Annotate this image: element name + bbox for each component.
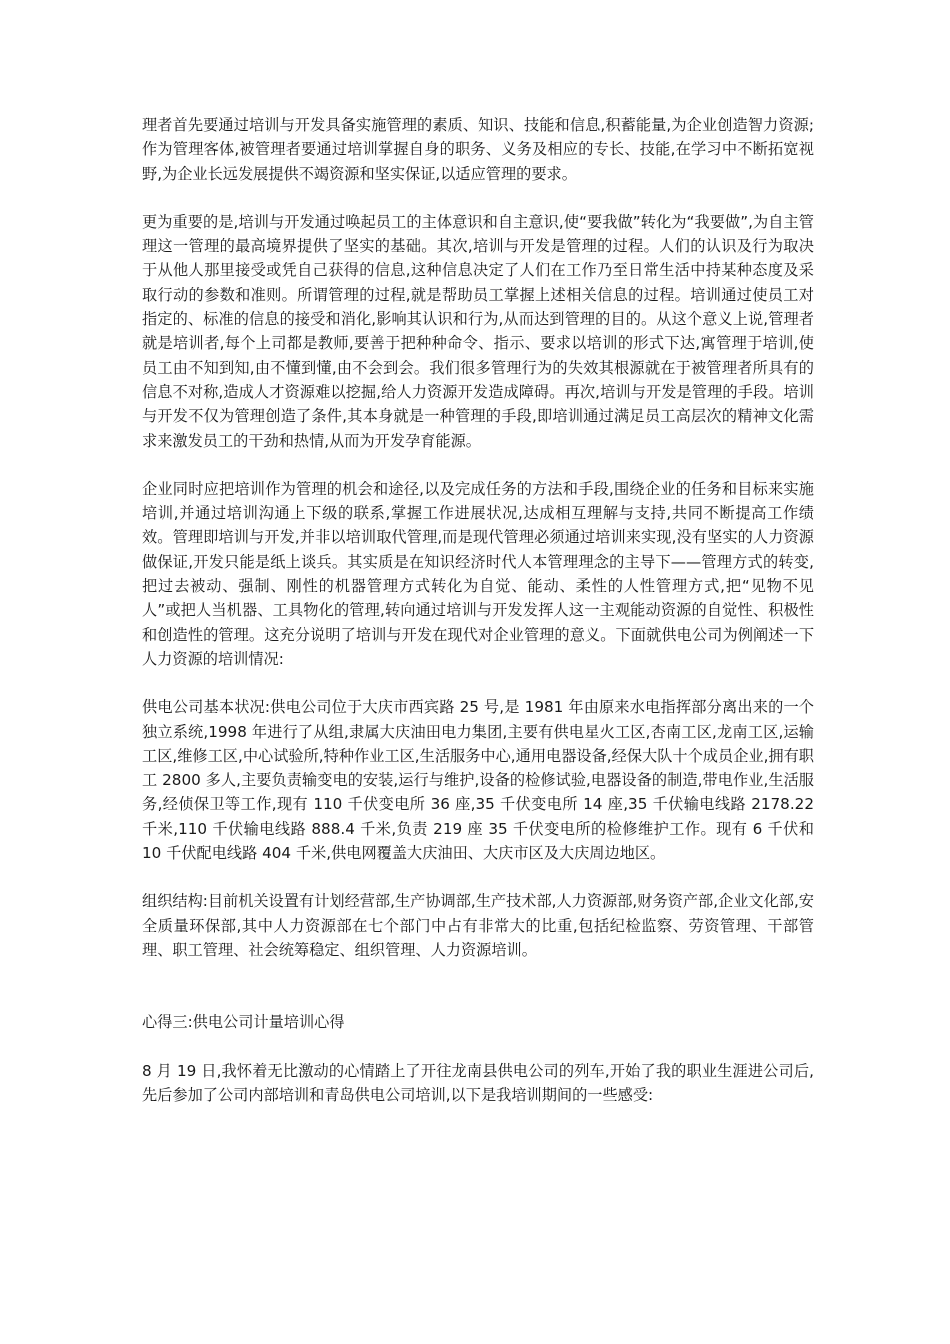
- closing-paragraph: 8 月 19 日,我怀着无比激动的心情踏上了开往龙南县供电公司的列车,开始了我的职业生涯进公司后,先后参加了公司内部培训和青岛供电公司培训,以下是我培训期间的一些感受:: [142, 1061, 814, 1104]
- paragraph-5: 组织结构:目前机关设置有计划经营部,生产协调部,生产技术部,人力资源部,财务资产部,企业文化部,安全质量环保部,其中人力资源部在七个部门中占有非常大的比重,包括纪检监察、劳资管理、干部管理、职工管理、社会统筹稳定、组织管理、人力资源培训。: [142, 892, 814, 959]
- paragraph-2: 更为重要的是,培训与开发通过唤起员工的主体意识和自主意识,使“要我做”转化为“我要做”,为自主管理这一管理的最高境界提供了坚实的基础。其次,培训与开发是管理的过程。人们的认识及行为取决于从他人那里接受或凭自己获得的信息,这种信息决定了人们在工作乃至日常生活中持某种态度及采取行动的参数和准则。所谓管理的过程,就是帮助员工掌握上述相关信息的过程。培训通过使员工对指定的、标准的信息的接受和消化,影响其认识和行为,从而达到管理的目的。从这个意义上说,管理者就是培训者,每个上司都是教师,要善于把种种命令、指示、要求以培训的形式下达,寓管理于培训,使员工由不知到知,由不懂到懂,由不会到会。我们很多管理行为的失效其根源就在于被管理者所具有的信息不对称,造成人才资源难以挖掘,给人力资源开发造成障碍。再次,培训与开发是管理的手段。培训与开发不仅为管理创造了条件,其本身就是一种管理的手段,即培训通过满足员工高层次的精神文化需求来激发员工的干劲和热情,从而为开发孕育能源。: [142, 212, 814, 450]
- paragraph-1: 理者首先要通过培训与开发具备实施管理的素质、知识、技能和信息,积蓄能量,为企业创造智力资源;作为管理客体,被管理者要通过培训掌握自身的职务、义务及相应的专长、技能,在学习中不断拓宽视野,为企业长远发展提供不竭资源和坚实保证,以适应管理的要求。: [142, 116, 814, 183]
- document-body: [142, 113, 814, 1107]
- paragraph-4: 供电公司基本状况:供电公司位于大庆市西宾路 25 号,是 1981 年由原来水电指挥部分离出来的一个独立系统,1998 年进行了从组,隶属大庆油田电力集团,主要有供电星火工区,杏南工区,龙南工区,运输工区,维修工区,中心试验所,特种作业工区,生活服务中心,通用电器设备,经保大队十个成员企业,拥有职工 2800 多人,主要负责输变电的安装,运行与维护,设备的检修试验,电器设备的制造,带电作业,生活服务,经侦保卫等工作,现有 110 千伏变电所 36 座,35 千伏变电所 14 座,35 千伏输电线路 2178.22 千米,110 千伏输电线路 888.4 千米,负责 219 座 35 千伏变电所的检修维护工作。现有 6 千伏和 10 千伏配电线路 404 千米,供电网覆盖大庆油田、大庆市区及大庆周边地区。: [142, 698, 814, 863]
- section-heading: 心得三:供电公司计量培训心得: [142, 1013, 345, 1032]
- paragraph-3: 企业同时应把培训作为管理的机会和途径,以及完成任务的方法和手段,围绕企业的任务和目标来实施培训,并通过培训沟通上下级的联系,掌握工作进展状况,达成相互理解与支持,共同不断提高工作绩效。管理即培训与开发,并非以培训取代管理,而是现代管理必须通过培训来实现,没有坚实的人力资源做保证,开发只能是纸上谈兵。其实质是在知识经济时代人本管理理念的主导下——管理方式的转变,把过去被动、强制、刚性的机器管理方式转化为自觉、能动、柔性的人性管理方式,把“见物不见人”或把人当机器、工具物化的管理,转向通过培训与开发发挥人这一主观能动资源的自觉性、积极性和创造性的管理。这充分说明了培训与开发在现代对企业管理的意义。下面就供电公司为例阐述一下人力资源的培训情况:: [142, 479, 814, 668]
